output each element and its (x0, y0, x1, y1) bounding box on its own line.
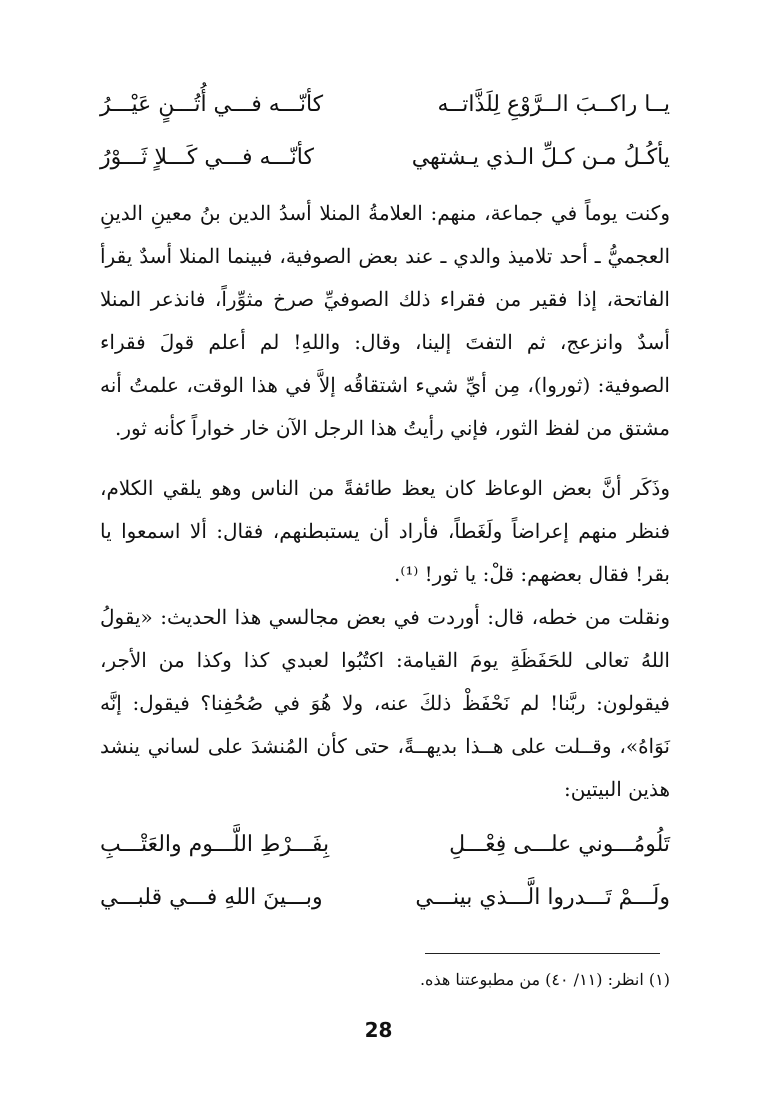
verse-first-hemistich: ولَـــمْ تَـــدروا الَّـــذي بينـــي (415, 885, 670, 910)
footnote-separator (425, 953, 660, 954)
paragraph-preacher-story: وذَكَر أنَّ بعض الوعاظ كان يعظ طائفةً من الناس وهو يلقي الكلام، فنظر منهم إعراضاً ولَغَطاً، فأراد أن يستبطنهم، فقال: ألا اسمعوا يا بقر! فقال بعضهم: قلْ: يا ثور! ⁽¹⁾. (100, 476, 670, 586)
verse-second-hemistich: بِفَـــرْطِ اللَّـــوم والعَتْـــبِ (100, 832, 330, 857)
footnote: (١) انظر: (١١/ ٤٠) من مطبوعتنا هذه. (419, 970, 670, 989)
paragraph-sufi-story: وكنت يوماً في جماعة، منهم: العلامةُ المنلا أسدُ الدين بنُ معينِ الدينِ العجميُّ ـ أحد تلاميذ والدي ـ عند بعض الصوفية، فبينما المنلا أسدٌ يقرأ الفاتحة، إذا فقير من فقراء ذلك الصوفيِّ صرخ مثوِّراً، فانذعر المنلا أسدٌ وانزعج، ثم التفتَ إلينا، وقال: واللهِ! لم أعلم قولَ فقراء الصوفية: (ثوروا)، مِن أيِّ شيء اشتقاقُه إلاَّ في هذا الوقت، علمتُ أنه مشتق من لفظ الثور، فإني رأيتُ هذا الرجل الآن خار خواراً كأنه ثور. (100, 201, 670, 440)
verse-second-hemistich: كأنّـــه فـــي كَـــلاٍ ثَـــوْرُ (100, 145, 314, 170)
verse-first-hemistich: يأكُـلُ مـن كـلِّ الـذي يـشتهي (411, 145, 670, 170)
verse-second-hemistich: كأنّـــه فـــي أُتُـــنٍ عَيْـــرُ (100, 92, 324, 117)
poem1-verse-1 (100, 92, 670, 117)
poem2-verse-1 (100, 832, 670, 857)
verse-second-hemistich: وبـــينَ اللهِ فـــي قلبـــي (100, 885, 323, 910)
poem1-verse-2 (100, 145, 670, 170)
verse-first-hemistich: يــا راكــبَ الــرَّوْعِ لِلَذَّاتــه (437, 92, 670, 117)
paragraph-hadith: ونقلت من خطه، قال: أوردت في بعض مجالسي هذا الحديث: «يقولُ اللهُ تعالى للحَفَظَةِ يومَ القيامة: اكتُبُوا لعبدي كذا وكذا من الأجر، فيقولون: ربَّنا! لم نَحْفَظْ ذلكَ عنه، ولا هُوَ في صُحُفِنا؟ فيقول: إنَّه نَوَاهُ»، وقــلت على هــذا بديهــةً، حتى كأن المُنشدَ على لساني ينشد هذين البيتين: (100, 605, 670, 801)
page-number: 28 (364, 1018, 393, 1042)
poem2-verse-2 (100, 885, 670, 910)
verse-first-hemistich: تَلُومُـــوني علـــى فِعْـــلِ (449, 832, 670, 857)
